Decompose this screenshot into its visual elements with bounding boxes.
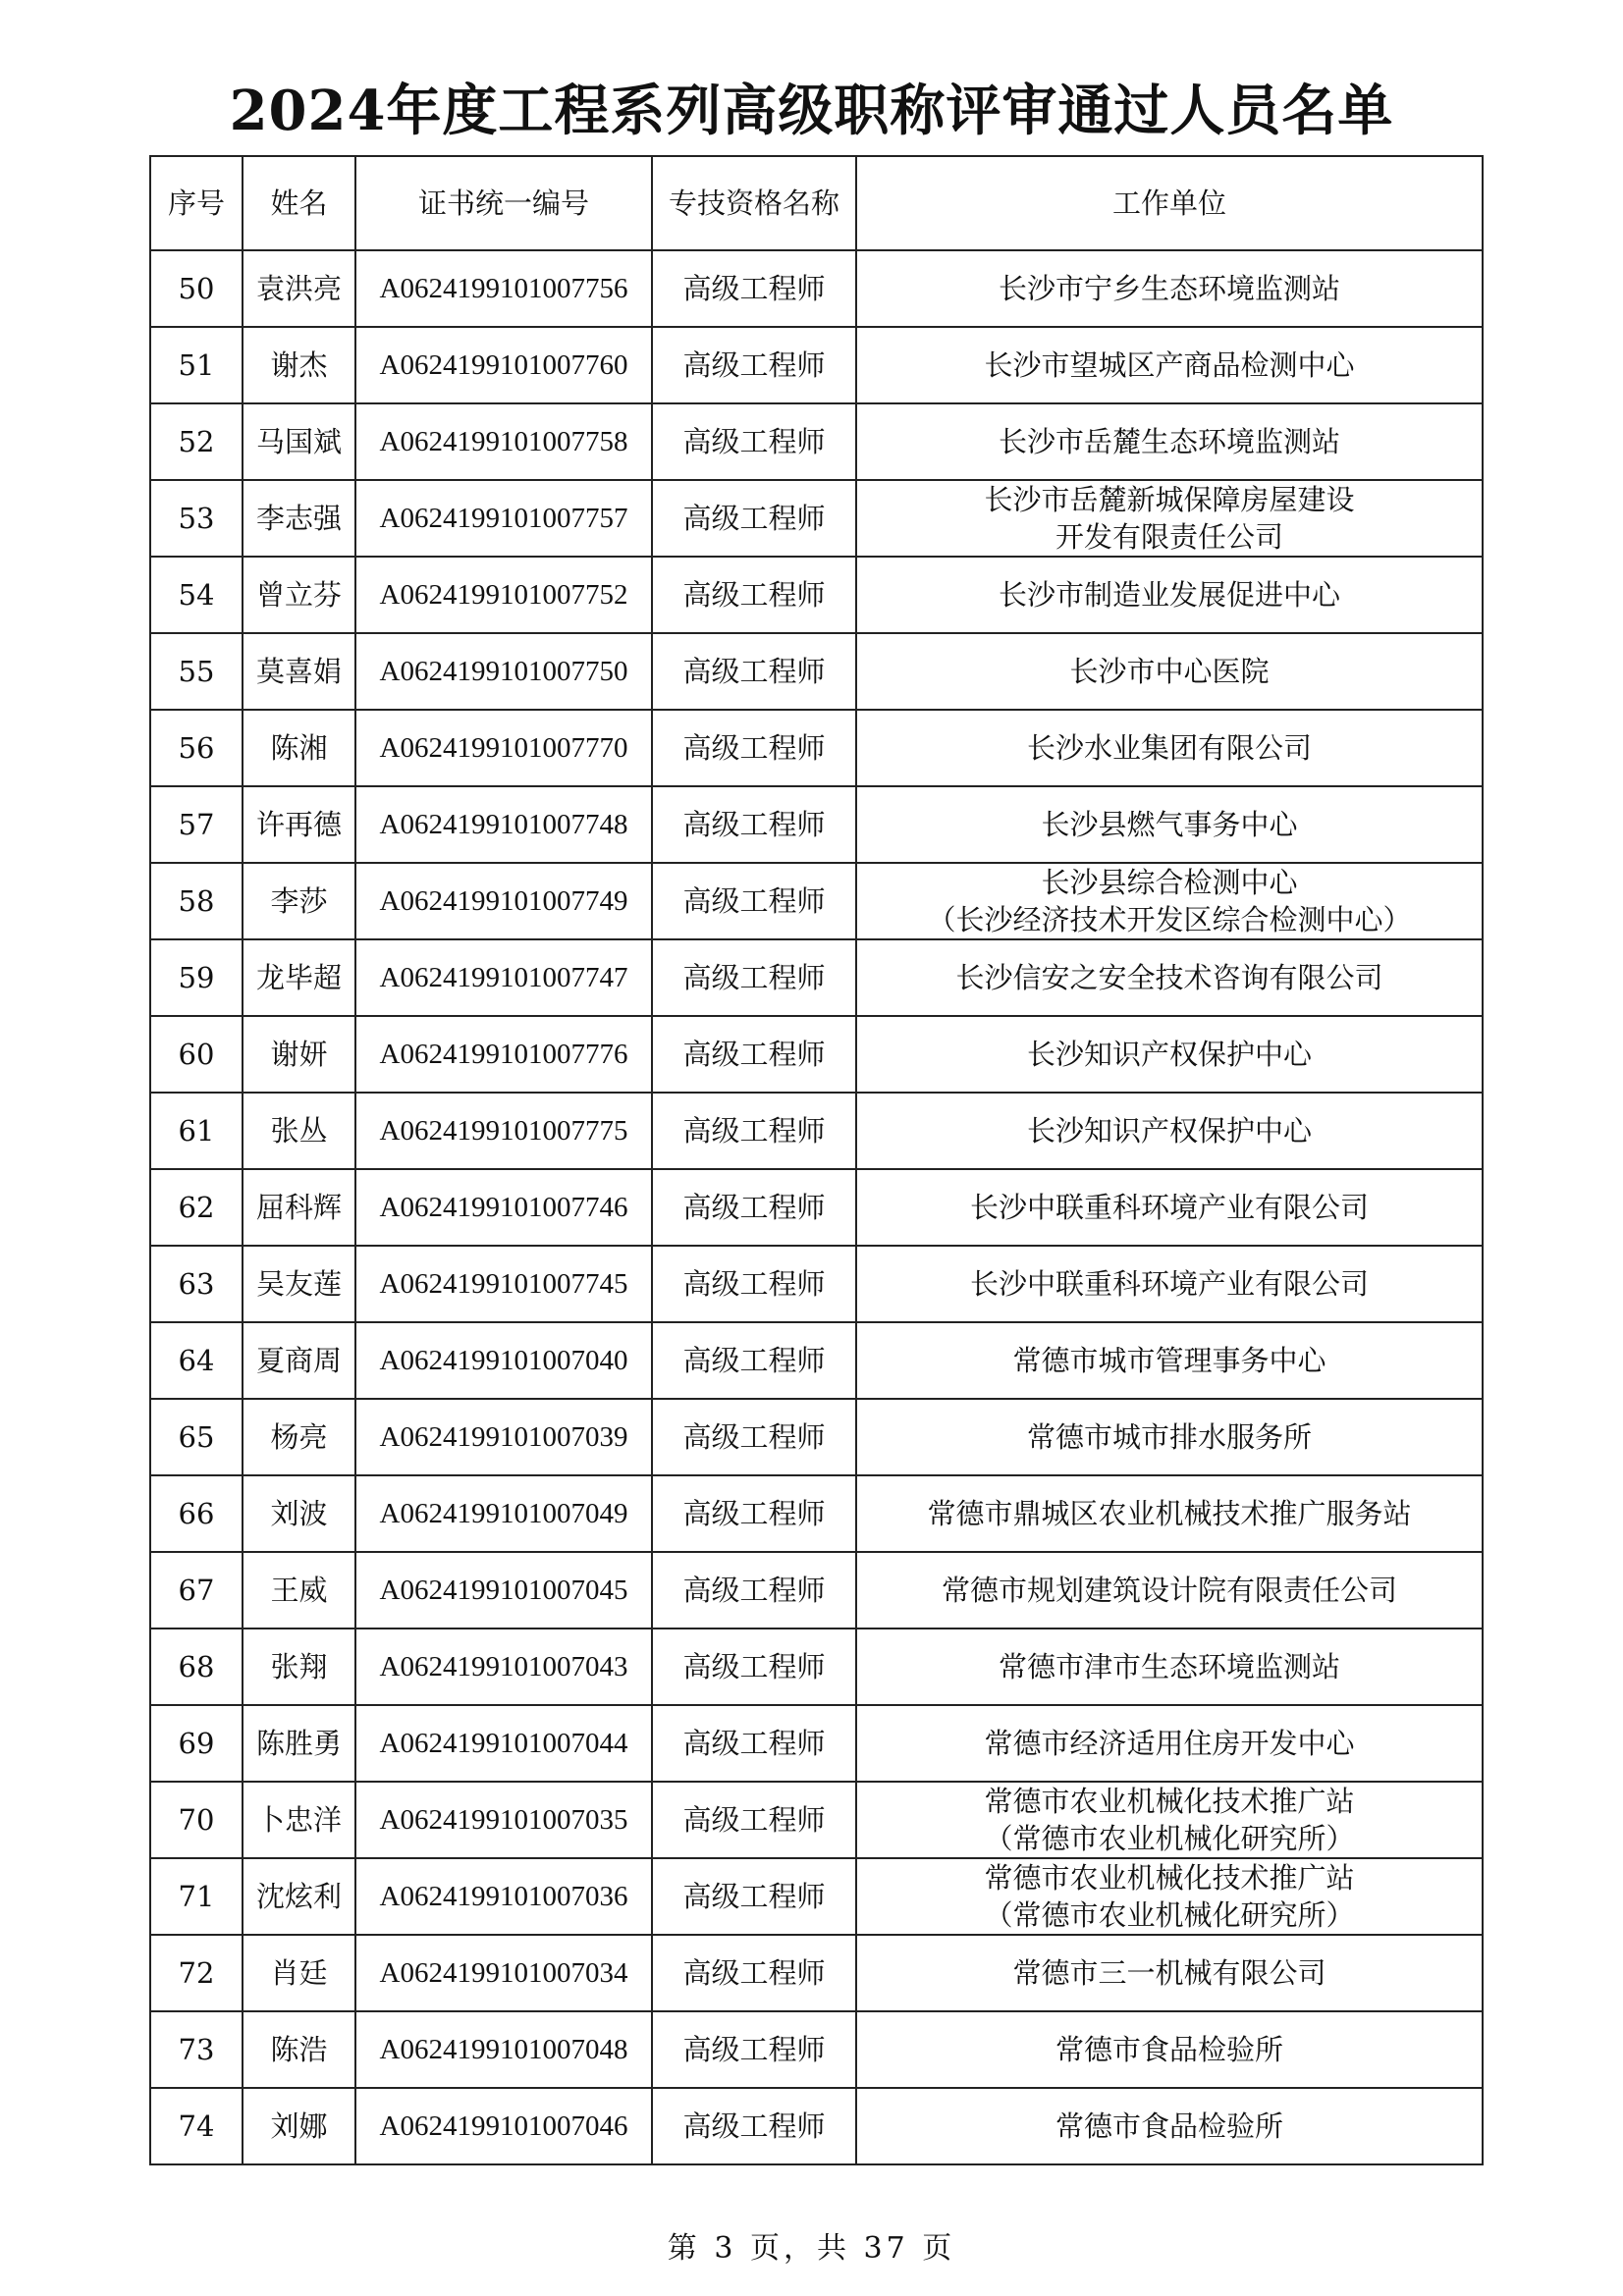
cell-serial-number: 65 — [150, 1399, 243, 1475]
cell-serial-number: 56 — [150, 710, 243, 786]
cell-certificate-number: A0624199101007746 — [355, 1169, 652, 1246]
cell-serial-number: 67 — [150, 1552, 243, 1629]
cell-qualification: 高级工程师 — [652, 403, 856, 480]
cell-qualification: 高级工程师 — [652, 1935, 856, 2011]
cell-certificate-number: A0624199101007039 — [355, 1399, 652, 1475]
work-unit-line: （常德市农业机械化研究所） — [984, 1898, 1355, 1932]
table-row — [150, 403, 1483, 480]
table-row — [150, 1629, 1483, 1705]
cell-work-unit — [856, 1552, 1483, 1629]
cell-name: 张丛 — [243, 1093, 355, 1169]
cell-name: 陈浩 — [243, 2011, 355, 2088]
cell-certificate-number: A0624199101007034 — [355, 1935, 652, 2011]
cell-qualification: 高级工程师 — [652, 710, 856, 786]
cell-certificate-number: A0624199101007043 — [355, 1629, 652, 1705]
cell-work-unit — [856, 1858, 1483, 1935]
table-row — [150, 327, 1483, 403]
header-certificate-number: 证书统一编号 — [355, 156, 652, 250]
cell-certificate-number: A0624199101007770 — [355, 710, 652, 786]
table-row — [150, 2088, 1483, 2164]
work-unit-line: 长沙市岳麓新城保障房屋建设 — [984, 483, 1355, 516]
cell-work-unit — [856, 1629, 1483, 1705]
table-row — [150, 1935, 1483, 2011]
cell-certificate-number: A0624199101007747 — [355, 939, 652, 1016]
cell-name: 陈胜勇 — [243, 1705, 355, 1782]
cell-serial-number: 74 — [150, 2088, 243, 2164]
cell-certificate-number: A0624199101007756 — [355, 250, 652, 327]
cell-serial-number: 51 — [150, 327, 243, 403]
cell-work-unit — [856, 1016, 1483, 1093]
cell-serial-number: 69 — [150, 1705, 243, 1782]
work-unit-line: 长沙中联重科环境产业有限公司 — [969, 1267, 1369, 1301]
cell-certificate-number: A0624199101007758 — [355, 403, 652, 480]
page-footer: 第 3 页，共 37 页 — [667, 2231, 956, 2266]
cell-name: 莫喜娟 — [243, 633, 355, 710]
cell-work-unit — [856, 939, 1483, 1016]
cell-certificate-number: A0624199101007749 — [355, 863, 652, 939]
cell-name: 袁洪亮 — [243, 250, 355, 327]
cell-serial-number: 70 — [150, 1782, 243, 1858]
cell-qualification: 高级工程师 — [652, 863, 856, 939]
cell-qualification: 高级工程师 — [652, 1858, 856, 1935]
cell-serial-number: 66 — [150, 1475, 243, 1552]
cell-serial-number: 62 — [150, 1169, 243, 1246]
cell-serial-number: 61 — [150, 1093, 243, 1169]
header-name: 姓名 — [243, 156, 355, 250]
cell-serial-number: 72 — [150, 1935, 243, 2011]
cell-work-unit — [856, 250, 1483, 327]
work-unit-line: 常德市津市生态环境监测站 — [998, 1650, 1340, 1683]
table-row — [150, 250, 1483, 327]
cell-certificate-number: A0624199101007775 — [355, 1093, 652, 1169]
table-row — [150, 863, 1483, 939]
cell-certificate-number: A0624199101007752 — [355, 557, 652, 633]
table-row — [150, 1016, 1483, 1093]
cell-name: 肖廷 — [243, 1935, 355, 2011]
cell-certificate-number: A0624199101007748 — [355, 786, 652, 863]
table-row — [150, 2011, 1483, 2088]
cell-serial-number: 63 — [150, 1246, 243, 1322]
work-unit-line: 长沙知识产权保护中心 — [1026, 1038, 1312, 1071]
cell-qualification: 高级工程师 — [652, 1246, 856, 1322]
table-row — [150, 1322, 1483, 1399]
work-unit-line: 常德市城市排水服务所 — [1026, 1420, 1312, 1454]
cell-name: 刘娜 — [243, 2088, 355, 2164]
work-unit-line: 长沙中联重科环境产业有限公司 — [969, 1191, 1369, 1224]
cell-certificate-number: A0624199101007757 — [355, 480, 652, 557]
header-row — [150, 156, 1483, 250]
cell-qualification: 高级工程师 — [652, 786, 856, 863]
cell-certificate-number: A0624199101007750 — [355, 633, 652, 710]
cell-qualification: 高级工程师 — [652, 2088, 856, 2164]
cell-qualification: 高级工程师 — [652, 1169, 856, 1246]
table-row — [150, 480, 1483, 557]
cell-qualification: 高级工程师 — [652, 1629, 856, 1705]
work-unit-line: 长沙水业集团有限公司 — [1026, 731, 1312, 765]
header-qualification: 专技资格名称 — [652, 156, 856, 250]
table-row — [150, 1169, 1483, 1246]
cell-work-unit — [856, 2088, 1483, 2164]
cell-serial-number: 52 — [150, 403, 243, 480]
work-unit-line: 长沙县燃气事务中心 — [1041, 808, 1298, 841]
cell-name: 谢妍 — [243, 1016, 355, 1093]
table-row — [150, 557, 1483, 633]
cell-qualification: 高级工程师 — [652, 1705, 856, 1782]
cell-certificate-number: A0624199101007760 — [355, 327, 652, 403]
cell-name: 屈科辉 — [243, 1169, 355, 1246]
cell-work-unit — [856, 403, 1483, 480]
work-unit-line: 长沙知识产权保护中心 — [1026, 1114, 1312, 1148]
header-work-unit: 工作单位 — [856, 156, 1483, 250]
cell-name: 谢杰 — [243, 327, 355, 403]
cell-certificate-number: A0624199101007035 — [355, 1782, 652, 1858]
cell-name: 卜忠洋 — [243, 1782, 355, 1858]
table-body — [150, 250, 1483, 2164]
table-header — [150, 156, 1483, 250]
cell-name: 刘波 — [243, 1475, 355, 1552]
table-row — [150, 633, 1483, 710]
cell-work-unit — [856, 480, 1483, 557]
table-row — [150, 1858, 1483, 1935]
cell-qualification: 高级工程师 — [652, 939, 856, 1016]
work-unit-line: 常德市农业机械化技术推广站 — [984, 1861, 1355, 1895]
cell-qualification: 高级工程师 — [652, 1399, 856, 1475]
table-row — [150, 1399, 1483, 1475]
cell-qualification: 高级工程师 — [652, 1475, 856, 1552]
cell-name: 陈湘 — [243, 710, 355, 786]
cell-qualification: 高级工程师 — [652, 557, 856, 633]
cell-qualification: 高级工程师 — [652, 1782, 856, 1858]
work-unit-line: 长沙市望城区产商品检测中心 — [984, 348, 1355, 382]
cell-work-unit — [856, 1475, 1483, 1552]
cell-certificate-number: A0624199101007045 — [355, 1552, 652, 1629]
cell-certificate-number: A0624199101007040 — [355, 1322, 652, 1399]
cell-work-unit — [856, 1322, 1483, 1399]
cell-qualification: 高级工程师 — [652, 250, 856, 327]
work-unit-line: （长沙经济技术开发区综合检测中心） — [927, 903, 1412, 936]
cell-qualification: 高级工程师 — [652, 1093, 856, 1169]
table-row — [150, 1782, 1483, 1858]
cell-name: 夏商周 — [243, 1322, 355, 1399]
cell-work-unit — [856, 863, 1483, 939]
cell-qualification: 高级工程师 — [652, 327, 856, 403]
cell-certificate-number: A0624199101007745 — [355, 1246, 652, 1322]
cell-serial-number: 60 — [150, 1016, 243, 1093]
work-unit-line: 开发有限责任公司 — [1055, 520, 1283, 554]
cell-certificate-number: A0624199101007049 — [355, 1475, 652, 1552]
cell-certificate-number: A0624199101007776 — [355, 1016, 652, 1093]
work-unit-line: 常德市农业机械化技术推广站 — [984, 1785, 1355, 1818]
table-row — [150, 939, 1483, 1016]
cell-work-unit — [856, 2011, 1483, 2088]
work-unit-line: 常德市经济适用住房开发中心 — [984, 1727, 1355, 1760]
cell-name: 张翔 — [243, 1629, 355, 1705]
cell-serial-number: 71 — [150, 1858, 243, 1935]
cell-serial-number: 54 — [150, 557, 243, 633]
cell-name: 王威 — [243, 1552, 355, 1629]
table-row — [150, 1475, 1483, 1552]
cell-work-unit — [856, 1246, 1483, 1322]
cell-work-unit — [856, 633, 1483, 710]
cell-name: 李志强 — [243, 480, 355, 557]
work-unit-line: 常德市规划建筑设计院有限责任公司 — [941, 1574, 1397, 1607]
roster-table — [149, 155, 1484, 2165]
table-row — [150, 710, 1483, 786]
work-unit-line: 常德市鼎城区农业机械技术推广服务站 — [927, 1497, 1412, 1530]
cell-qualification: 高级工程师 — [652, 1552, 856, 1629]
cell-certificate-number: A0624199101007046 — [355, 2088, 652, 2164]
cell-certificate-number: A0624199101007044 — [355, 1705, 652, 1782]
cell-qualification: 高级工程师 — [652, 480, 856, 557]
table-row — [150, 1093, 1483, 1169]
cell-name: 吴友莲 — [243, 1246, 355, 1322]
cell-serial-number: 50 — [150, 250, 243, 327]
cell-serial-number: 57 — [150, 786, 243, 863]
cell-qualification: 高级工程师 — [652, 1322, 856, 1399]
document-title: 2024年度工程系列高级职称评审通过人员名单 — [229, 79, 1394, 143]
cell-serial-number: 59 — [150, 939, 243, 1016]
cell-serial-number: 64 — [150, 1322, 243, 1399]
cell-certificate-number: A0624199101007036 — [355, 1858, 652, 1935]
cell-serial-number: 68 — [150, 1629, 243, 1705]
cell-name: 许再德 — [243, 786, 355, 863]
cell-serial-number: 53 — [150, 480, 243, 557]
cell-serial-number: 73 — [150, 2011, 243, 2088]
cell-qualification: 高级工程师 — [652, 1016, 856, 1093]
cell-work-unit — [856, 1782, 1483, 1858]
table-row — [150, 1552, 1483, 1629]
table-row — [150, 1246, 1483, 1322]
cell-qualification: 高级工程师 — [652, 2011, 856, 2088]
cell-name: 沈炫利 — [243, 1858, 355, 1935]
cell-name: 李莎 — [243, 863, 355, 939]
cell-serial-number: 55 — [150, 633, 243, 710]
cell-serial-number: 58 — [150, 863, 243, 939]
work-unit-line: 长沙市中心医院 — [1069, 655, 1270, 688]
cell-qualification: 高级工程师 — [652, 633, 856, 710]
work-unit-line: 长沙市宁乡生态环境监测站 — [998, 272, 1340, 305]
work-unit-line: 长沙县综合检测中心 — [1041, 866, 1298, 899]
cell-work-unit — [856, 1093, 1483, 1169]
work-unit-line: 常德市食品检验所 — [1055, 2033, 1283, 2066]
table-row — [150, 786, 1483, 863]
cell-certificate-number: A0624199101007048 — [355, 2011, 652, 2088]
cell-work-unit — [856, 710, 1483, 786]
work-unit-line: （常德市农业机械化研究所） — [984, 1822, 1355, 1855]
work-unit-line: 常德市三一机械有限公司 — [1012, 1956, 1326, 1990]
header-serial-number: 序号 — [150, 156, 243, 250]
work-unit-line: 长沙市制造业发展促进中心 — [998, 578, 1340, 612]
cell-work-unit — [856, 1935, 1483, 2011]
cell-name: 龙毕超 — [243, 939, 355, 1016]
cell-work-unit — [856, 1169, 1483, 1246]
cell-name: 马国斌 — [243, 403, 355, 480]
work-unit-line: 常德市食品检验所 — [1055, 2109, 1283, 2143]
work-unit-line: 常德市城市管理事务中心 — [1012, 1344, 1326, 1377]
work-unit-line: 长沙信安之安全技术咨询有限公司 — [955, 961, 1383, 994]
cell-work-unit — [856, 1399, 1483, 1475]
cell-work-unit — [856, 1705, 1483, 1782]
cell-name: 杨亮 — [243, 1399, 355, 1475]
cell-work-unit — [856, 786, 1483, 863]
cell-work-unit — [856, 327, 1483, 403]
cell-work-unit — [856, 557, 1483, 633]
table-row — [150, 1705, 1483, 1782]
cell-name: 曾立芬 — [243, 557, 355, 633]
work-unit-line: 长沙市岳麓生态环境监测站 — [998, 425, 1340, 458]
